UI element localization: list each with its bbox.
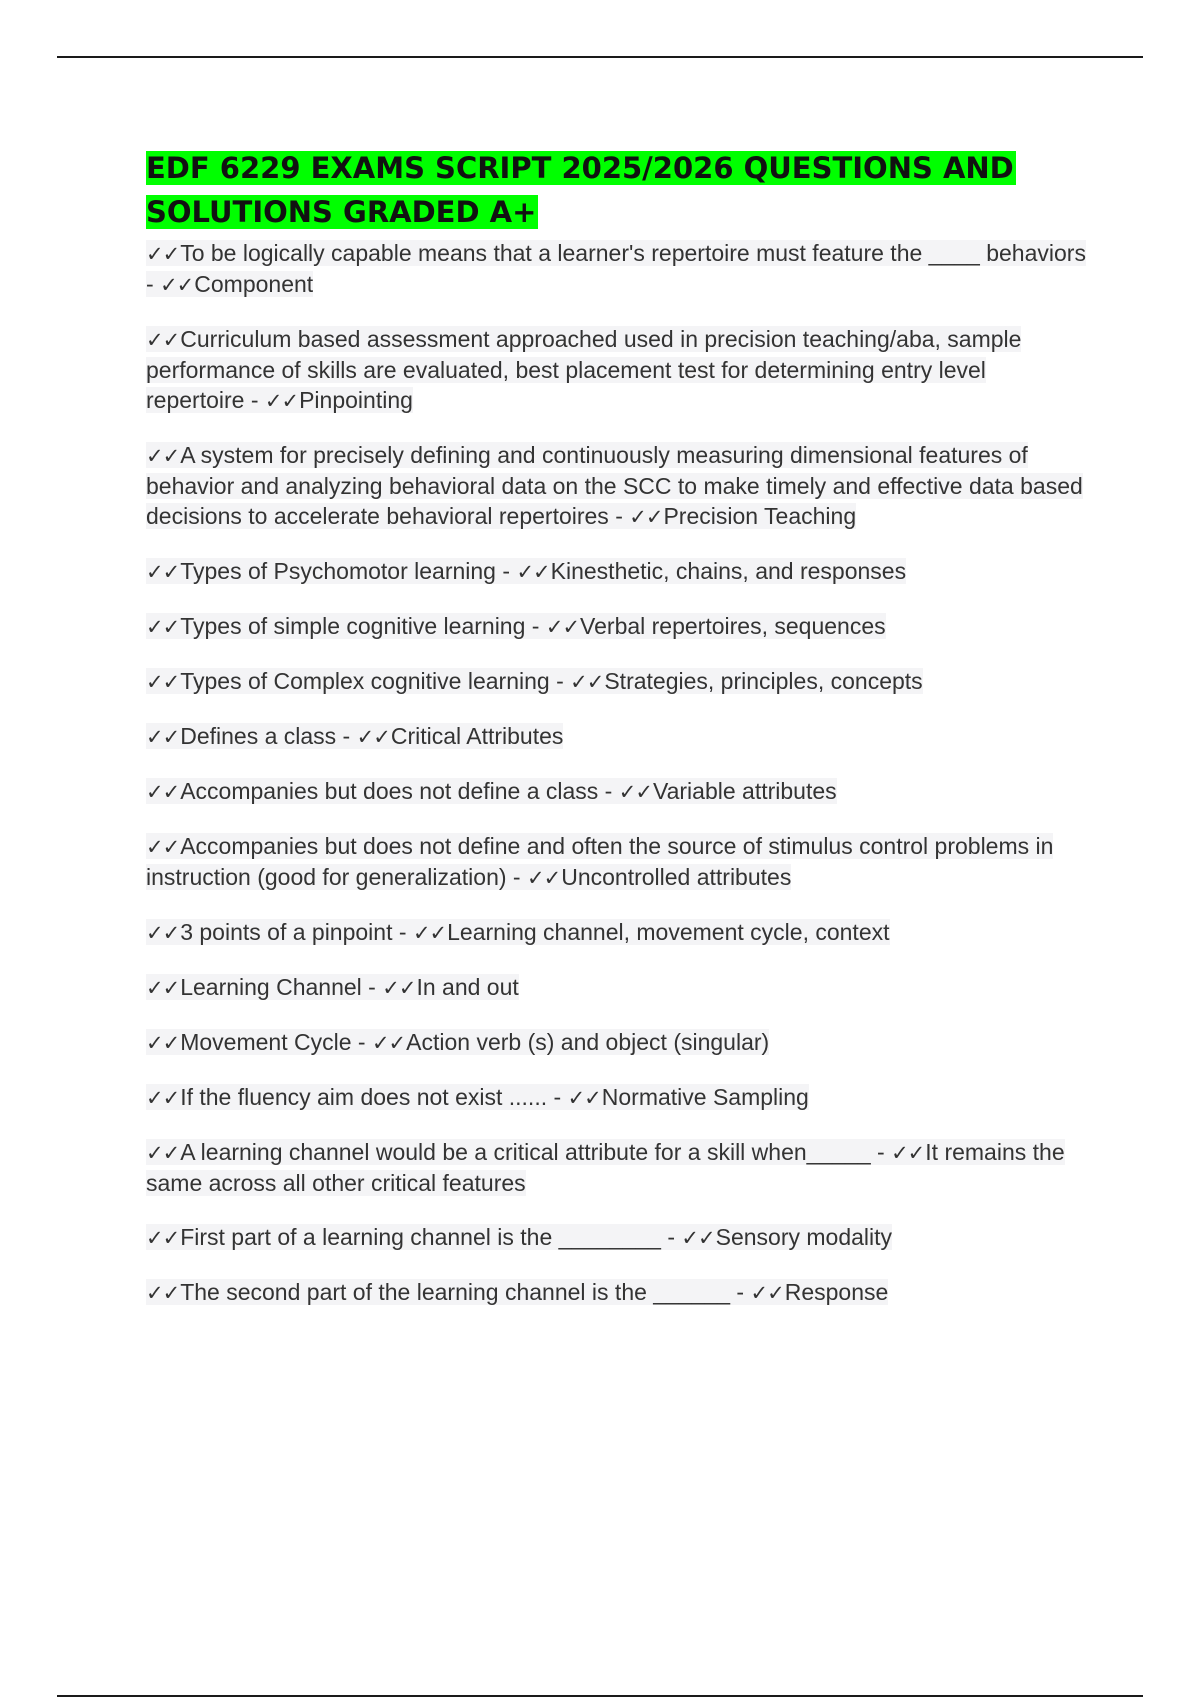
question-text: First part of a learning channel is the ________ <box>180 1224 661 1250</box>
qa-item-text <box>146 1084 809 1110</box>
check-mark-icon: ✓✓ <box>567 1086 601 1110</box>
qa-item-text <box>146 442 1083 529</box>
document-title <box>146 146 1086 234</box>
bottom-rule <box>57 1695 1143 1697</box>
check-mark-icon: ✓✓ <box>570 670 604 694</box>
qa-item <box>146 611 1086 642</box>
separator: - <box>146 271 161 297</box>
check-mark-icon: ✓✓ <box>146 921 180 945</box>
qa-item-text <box>146 613 886 639</box>
answer-text: Normative Sampling <box>601 1084 809 1110</box>
check-mark-icon: ✓✓ <box>146 328 180 352</box>
qa-item <box>146 831 1086 893</box>
question-text: Curriculum based assessment approached used in precision teaching/aba, sample performance of skills are evaluated, best placement test for determining entry level repertoire <box>146 326 1022 413</box>
qa-item <box>146 324 1086 416</box>
qa-item <box>146 1277 1086 1308</box>
answer-text: Component <box>194 271 314 297</box>
question-text: Learning Channel <box>180 974 362 1000</box>
separator: - <box>392 919 413 945</box>
check-mark-icon: ✓✓ <box>146 1226 180 1250</box>
answer-text: Precision Teaching <box>663 503 857 529</box>
check-mark-icon: ✓✓ <box>146 725 180 749</box>
check-mark-icon: ✓✓ <box>264 389 299 413</box>
qa-item <box>146 1082 1086 1113</box>
check-mark-icon: ✓✓ <box>681 1226 715 1250</box>
answer-text: Uncontrolled attributes <box>561 864 792 890</box>
qa-item <box>146 666 1086 697</box>
separator: - <box>598 778 619 804</box>
separator: - <box>870 1139 892 1165</box>
separator: - <box>336 723 357 749</box>
check-mark-icon: ✓✓ <box>146 976 180 1000</box>
check-mark-icon: ✓✓ <box>527 866 561 890</box>
check-mark-icon: ✓✓ <box>629 505 663 529</box>
answer-text: In and out <box>416 974 519 1000</box>
answer-text: Action verb (s) and object (singular) <box>406 1029 770 1055</box>
qa-item <box>146 721 1086 752</box>
question-text: To be logically capable means that a learner's repertoire must feature the ____ behaviors <box>180 240 1086 266</box>
qa-item <box>146 917 1086 948</box>
separator: - <box>547 1084 568 1110</box>
qa-item-text <box>146 240 1086 297</box>
separator: - <box>244 387 265 413</box>
check-mark-icon: ✓✓ <box>146 1141 180 1165</box>
answer-text: It remains the same across all other critical features <box>146 1139 1065 1196</box>
check-mark-icon: ✓✓ <box>146 1086 180 1110</box>
check-mark-icon: ✓✓ <box>146 1031 180 1055</box>
qa-item-text <box>146 326 1021 413</box>
question-text: A learning channel would be a critical attribute for a skill when_____ <box>180 1139 871 1165</box>
separator: - <box>660 1224 682 1250</box>
answer-text: Strategies, principles, concepts <box>604 668 923 694</box>
check-mark-icon: ✓✓ <box>356 725 390 749</box>
answer-text: Sensory modality <box>715 1224 893 1250</box>
separator: - <box>506 864 527 890</box>
separator: - <box>351 1029 372 1055</box>
qa-item <box>146 238 1086 300</box>
question-text: Types of Psychomotor learning <box>180 558 496 584</box>
answer-text: Critical Attributes <box>390 723 564 749</box>
qa-item <box>146 1222 1086 1253</box>
qa-item <box>146 972 1086 1003</box>
check-mark-icon: ✓✓ <box>545 615 580 639</box>
question-text: Accompanies but does not define and often the source of stimulus control problems in instruction (good for generalization) <box>146 833 1054 890</box>
qa-item-text <box>146 668 923 694</box>
qa-item-text <box>146 778 837 804</box>
separator: - <box>549 668 571 694</box>
top-rule <box>57 56 1143 58</box>
answer-text: Pinpointing <box>299 387 413 413</box>
separator: - <box>730 1279 751 1305</box>
check-mark-icon: ✓✓ <box>160 273 194 297</box>
question-text: Types of Complex cognitive learning <box>180 668 550 694</box>
check-mark-icon: ✓✓ <box>146 560 180 584</box>
qa-item <box>146 1027 1086 1058</box>
qa-item <box>146 1137 1086 1198</box>
qa-item-text <box>146 558 906 584</box>
qa-item <box>146 776 1086 807</box>
question-text: 3 points of a pinpoint <box>180 919 393 945</box>
qa-list <box>146 238 1086 1308</box>
separator: - <box>608 503 630 529</box>
check-mark-icon: ✓✓ <box>146 1281 180 1305</box>
check-mark-icon: ✓✓ <box>146 670 180 694</box>
check-mark-icon: ✓✓ <box>146 444 180 468</box>
question-text: A system for precisely defining and continuously measuring dimensional features of behavior and analyzing behavioral data on the SCC to make timely and effective data based decisions to accelerate behavioral repertoires <box>146 442 1083 529</box>
question-text: Movement Cycle <box>180 1029 352 1055</box>
question-text: Types of simple cognitive learning <box>180 613 526 639</box>
check-mark-icon: ✓✓ <box>146 615 180 639</box>
check-mark-icon: ✓✓ <box>750 1281 784 1305</box>
qa-item-text <box>146 974 519 1000</box>
check-mark-icon: ✓✓ <box>412 921 447 945</box>
title-highlight: EDF 6229 EXAMS SCRIPT 2025/2026 QUESTIONS AND SOLUTIONS GRADED A+ <box>146 151 1014 229</box>
qa-item-text <box>146 1224 892 1250</box>
qa-item <box>146 556 1086 587</box>
separator: - <box>361 974 383 1000</box>
answer-text: Kinesthetic, chains, and responses <box>550 558 907 584</box>
answer-text: Variable attributes <box>652 778 837 804</box>
check-mark-icon: ✓✓ <box>382 976 416 1000</box>
check-mark-icon: ✓✓ <box>146 835 180 859</box>
check-mark-icon: ✓✓ <box>516 560 550 584</box>
question-text: If the fluency aim does not exist ...... <box>180 1084 548 1110</box>
qa-item-text <box>146 1029 769 1055</box>
check-mark-icon: ✓✓ <box>618 780 652 804</box>
qa-item-text <box>146 1139 1065 1196</box>
check-mark-icon: ✓✓ <box>891 1141 925 1165</box>
check-mark-icon: ✓✓ <box>146 242 180 266</box>
check-mark-icon: ✓✓ <box>371 1031 406 1055</box>
question-text: Defines a class <box>180 723 337 749</box>
answer-text: Learning channel, movement cycle, context <box>447 919 890 945</box>
question-text: Accompanies but does not define a class <box>180 778 599 804</box>
qa-item-text <box>146 919 890 945</box>
qa-item-text <box>146 1279 888 1305</box>
qa-item <box>146 440 1086 532</box>
separator: - <box>495 558 517 584</box>
answer-text: Response <box>784 1279 889 1305</box>
check-mark-icon: ✓✓ <box>146 780 180 804</box>
qa-item-text <box>146 723 563 749</box>
document-body <box>146 146 1086 1332</box>
separator: - <box>525 613 546 639</box>
question-text: The second part of the learning channel is the ______ <box>180 1279 731 1305</box>
answer-text: Verbal repertoires, sequences <box>580 613 886 639</box>
qa-item-text <box>146 833 1053 890</box>
